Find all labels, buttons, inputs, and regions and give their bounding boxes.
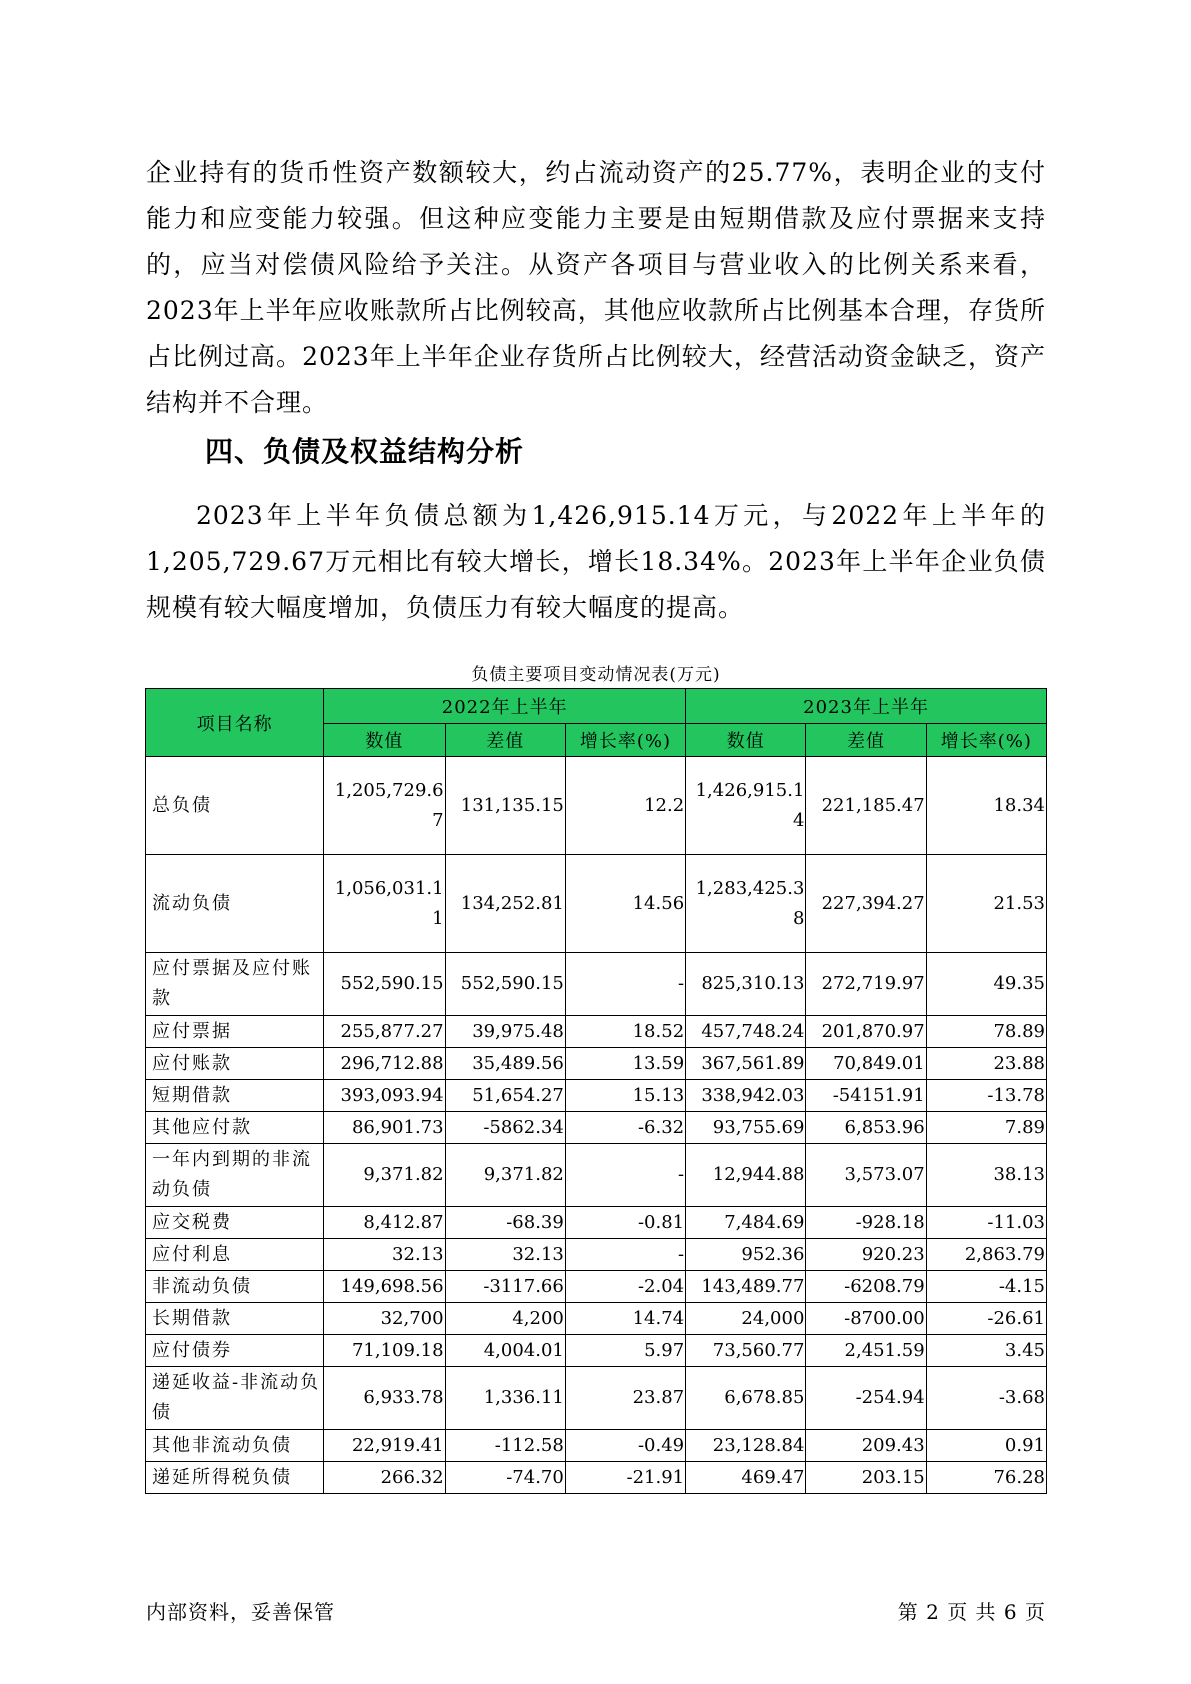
- cell-g2: 23.88: [926, 1048, 1046, 1080]
- table-row: [146, 1207, 1047, 1239]
- header-growth-2022: 增长率(%): [565, 724, 685, 757]
- cell-v1: 552,590.15: [324, 953, 445, 1016]
- table-row: [146, 1335, 1047, 1367]
- cell-v1: 255,877.27: [324, 1016, 445, 1048]
- body-paragraph-2: 2023年上半年负债总额为1,426,915.14万元，与2022年上半年的1,205,729.67万元相比有较大增长，增长18.34%。2023年上半年企业负债规模有较大幅度增加，负债压力有较大幅度的提高。: [146, 501, 1046, 622]
- cell-v1: 6,933.78: [324, 1367, 445, 1430]
- header-item-name: 项目名称: [146, 689, 324, 757]
- cell-d2: 209.43: [806, 1430, 926, 1462]
- cell-d1: 39,975.48: [445, 1016, 565, 1048]
- cell-g1: -6.32: [565, 1112, 685, 1144]
- cell-d2: 3,573.07: [806, 1144, 926, 1207]
- row-item-name: 其他非流动负债: [146, 1430, 324, 1462]
- cell-g2: 18.34: [926, 757, 1046, 855]
- table-row: [146, 1048, 1047, 1080]
- cell-v2: 338,942.03: [686, 1080, 806, 1112]
- cell-d2: 272,719.97: [806, 953, 926, 1016]
- header-value-2023: 数值: [686, 724, 806, 757]
- cell-g2: 2,863.79: [926, 1239, 1046, 1271]
- cell-g1: 12.2: [565, 757, 685, 855]
- cell-g1: -2.04: [565, 1271, 685, 1303]
- cell-d1: -3117.66: [445, 1271, 565, 1303]
- cell-d2: 203.15: [806, 1462, 926, 1494]
- cell-g1: 23.87: [565, 1367, 685, 1430]
- row-item-name: 其他应付款: [146, 1112, 324, 1144]
- cell-g1: -: [565, 1239, 685, 1271]
- cell-g1: -: [565, 953, 685, 1016]
- cell-v1: 266.32: [324, 1462, 445, 1494]
- table-row: [146, 855, 1047, 953]
- cell-d2: 70,849.01: [806, 1048, 926, 1080]
- cell-g2: 21.53: [926, 855, 1046, 953]
- cell-v1: 22,919.41: [324, 1430, 445, 1462]
- table-row: [146, 1239, 1047, 1271]
- cell-g1: 18.52: [565, 1016, 685, 1048]
- cell-d2: -928.18: [806, 1207, 926, 1239]
- cell-v2: 6,678.85: [686, 1367, 806, 1430]
- cell-v1: 32.13: [324, 1239, 445, 1271]
- cell-v1: 8,412.87: [324, 1207, 445, 1239]
- cell-d2: 201,870.97: [806, 1016, 926, 1048]
- cell-d1: 35,489.56: [445, 1048, 565, 1080]
- row-item-name: 应付账款: [146, 1048, 324, 1080]
- cell-v2: 24,000: [686, 1303, 806, 1335]
- cell-d2: 2,451.59: [806, 1335, 926, 1367]
- cell-d1: 32.13: [445, 1239, 565, 1271]
- table-caption: 负债主要项目变动情况表(万元): [471, 665, 721, 685]
- cell-v2: 7,484.69: [686, 1207, 806, 1239]
- row-item-name: 应付票据及应付账款: [146, 953, 324, 1016]
- table-row: [146, 1112, 1047, 1144]
- cell-d2: 920.23: [806, 1239, 926, 1271]
- row-item-name: 递延收益-非流动负债: [146, 1367, 324, 1430]
- cell-g2: -4.15: [926, 1271, 1046, 1303]
- cell-v2: 1,426,915.14: [686, 757, 806, 855]
- header-value-2022: 数值: [324, 724, 445, 757]
- row-item-name: 应付利息: [146, 1239, 324, 1271]
- section-heading: 四、负债及权益结构分析: [205, 435, 525, 468]
- cell-g2: -26.61: [926, 1303, 1046, 1335]
- table-row: [146, 1144, 1047, 1207]
- cell-d1: 1,336.11: [445, 1367, 565, 1430]
- cell-g1: 15.13: [565, 1080, 685, 1112]
- cell-d1: 51,654.27: [445, 1080, 565, 1112]
- cell-v1: 393,093.94: [324, 1080, 445, 1112]
- row-item-name: 递延所得税负债: [146, 1462, 324, 1494]
- cell-g1: 14.56: [565, 855, 685, 953]
- cell-v1: 1,205,729.67: [324, 757, 445, 855]
- header-period-2023: 2023年上半年: [686, 689, 1047, 724]
- cell-g1: -0.81: [565, 1207, 685, 1239]
- row-item-name: 非流动负债: [146, 1271, 324, 1303]
- cell-v1: 86,901.73: [324, 1112, 445, 1144]
- table-row: [146, 1016, 1047, 1048]
- table-row: [146, 1462, 1047, 1494]
- cell-d1: -5862.34: [445, 1112, 565, 1144]
- body-paragraph-1: 企业持有的货币性资产数额较大，约占流动资产的25.77%，表明企业的支付能力和应变能力较强。但这种应变能力主要是由短期借款及应付票据来支持的，应当对偿债风险给予关注。从资产各项目与营业收入的比例关系来看，2023年上半年应收账款所占比例较高，其他应收款所占比例基本合理，存货所占比例过高。2023年上半年企业存货所占比例较大，经营活动资金缺乏，资产结构并不合理。: [146, 158, 1046, 417]
- cell-d2: 227,394.27: [806, 855, 926, 953]
- cell-v2: 23,128.84: [686, 1430, 806, 1462]
- cell-g1: -: [565, 1144, 685, 1207]
- table-row: [146, 1430, 1047, 1462]
- cell-v2: 825,310.13: [686, 953, 806, 1016]
- header-period-2022: 2022年上半年: [324, 689, 686, 724]
- row-item-name: 总负债: [146, 757, 324, 855]
- cell-d1: -68.39: [445, 1207, 565, 1239]
- cell-g1: 14.74: [565, 1303, 685, 1335]
- liabilities-table: [145, 688, 1047, 1494]
- cell-g2: -13.78: [926, 1080, 1046, 1112]
- cell-d2: -6208.79: [806, 1271, 926, 1303]
- cell-d1: 552,590.15: [445, 953, 565, 1016]
- header-growth-2023: 增长率(%): [926, 724, 1046, 757]
- cell-g2: 49.35: [926, 953, 1046, 1016]
- cell-d1: -74.70: [445, 1462, 565, 1494]
- cell-v2: 367,561.89: [686, 1048, 806, 1080]
- cell-d1: 4,200: [445, 1303, 565, 1335]
- cell-g2: 38.13: [926, 1144, 1046, 1207]
- cell-d2: -254.94: [806, 1367, 926, 1430]
- cell-d2: -54151.91: [806, 1080, 926, 1112]
- cell-v2: 1,283,425.38: [686, 855, 806, 953]
- table-row: [146, 1303, 1047, 1335]
- row-item-name: 应交税费: [146, 1207, 324, 1239]
- cell-v1: 1,056,031.11: [324, 855, 445, 953]
- cell-d1: 131,135.15: [445, 757, 565, 855]
- cell-g2: 3.45: [926, 1335, 1046, 1367]
- cell-v2: 143,489.77: [686, 1271, 806, 1303]
- footer-confidential-note: 内部资料，妥善保管: [146, 1600, 335, 1624]
- cell-v2: 12,944.88: [686, 1144, 806, 1207]
- cell-d2: 6,853.96: [806, 1112, 926, 1144]
- cell-v1: 32,700: [324, 1303, 445, 1335]
- header-diff-2023: 差值: [806, 724, 926, 757]
- cell-d1: -112.58: [445, 1430, 565, 1462]
- cell-g1: 5.97: [565, 1335, 685, 1367]
- cell-v2: 93,755.69: [686, 1112, 806, 1144]
- row-item-name: 应付债券: [146, 1335, 324, 1367]
- cell-g1: 13.59: [565, 1048, 685, 1080]
- cell-d1: 134,252.81: [445, 855, 565, 953]
- row-item-name: 一年内到期的非流动负债: [146, 1144, 324, 1207]
- table-row: [146, 953, 1047, 1016]
- row-item-name: 应付票据: [146, 1016, 324, 1048]
- cell-g2: 76.28: [926, 1462, 1046, 1494]
- cell-v2: 73,560.77: [686, 1335, 806, 1367]
- table-row: [146, 1367, 1047, 1430]
- cell-d2: 221,185.47: [806, 757, 926, 855]
- cell-g1: -21.91: [565, 1462, 685, 1494]
- cell-g2: -3.68: [926, 1367, 1046, 1430]
- cell-g2: 0.91: [926, 1430, 1046, 1462]
- cell-d2: -8700.00: [806, 1303, 926, 1335]
- cell-v1: 296,712.88: [324, 1048, 445, 1080]
- cell-v1: 71,109.18: [324, 1335, 445, 1367]
- table-row: [146, 757, 1047, 855]
- cell-v1: 149,698.56: [324, 1271, 445, 1303]
- row-item-name: 长期借款: [146, 1303, 324, 1335]
- cell-g2: 78.89: [926, 1016, 1046, 1048]
- cell-v1: 9,371.82: [324, 1144, 445, 1207]
- cell-g2: 7.89: [926, 1112, 1046, 1144]
- header-diff-2022: 差值: [445, 724, 565, 757]
- table-row: [146, 1080, 1047, 1112]
- cell-v2: 457,748.24: [686, 1016, 806, 1048]
- cell-v2: 952.36: [686, 1239, 806, 1271]
- row-item-name: 流动负债: [146, 855, 324, 953]
- table-row: [146, 1271, 1047, 1303]
- cell-d1: 9,371.82: [445, 1144, 565, 1207]
- cell-v2: 469.47: [686, 1462, 806, 1494]
- cell-g2: -11.03: [926, 1207, 1046, 1239]
- cell-d1: 4,004.01: [445, 1335, 565, 1367]
- cell-g1: -0.49: [565, 1430, 685, 1462]
- footer-page-number: 第 2 页 共 6 页: [897, 1600, 1046, 1624]
- row-item-name: 短期借款: [146, 1080, 324, 1112]
